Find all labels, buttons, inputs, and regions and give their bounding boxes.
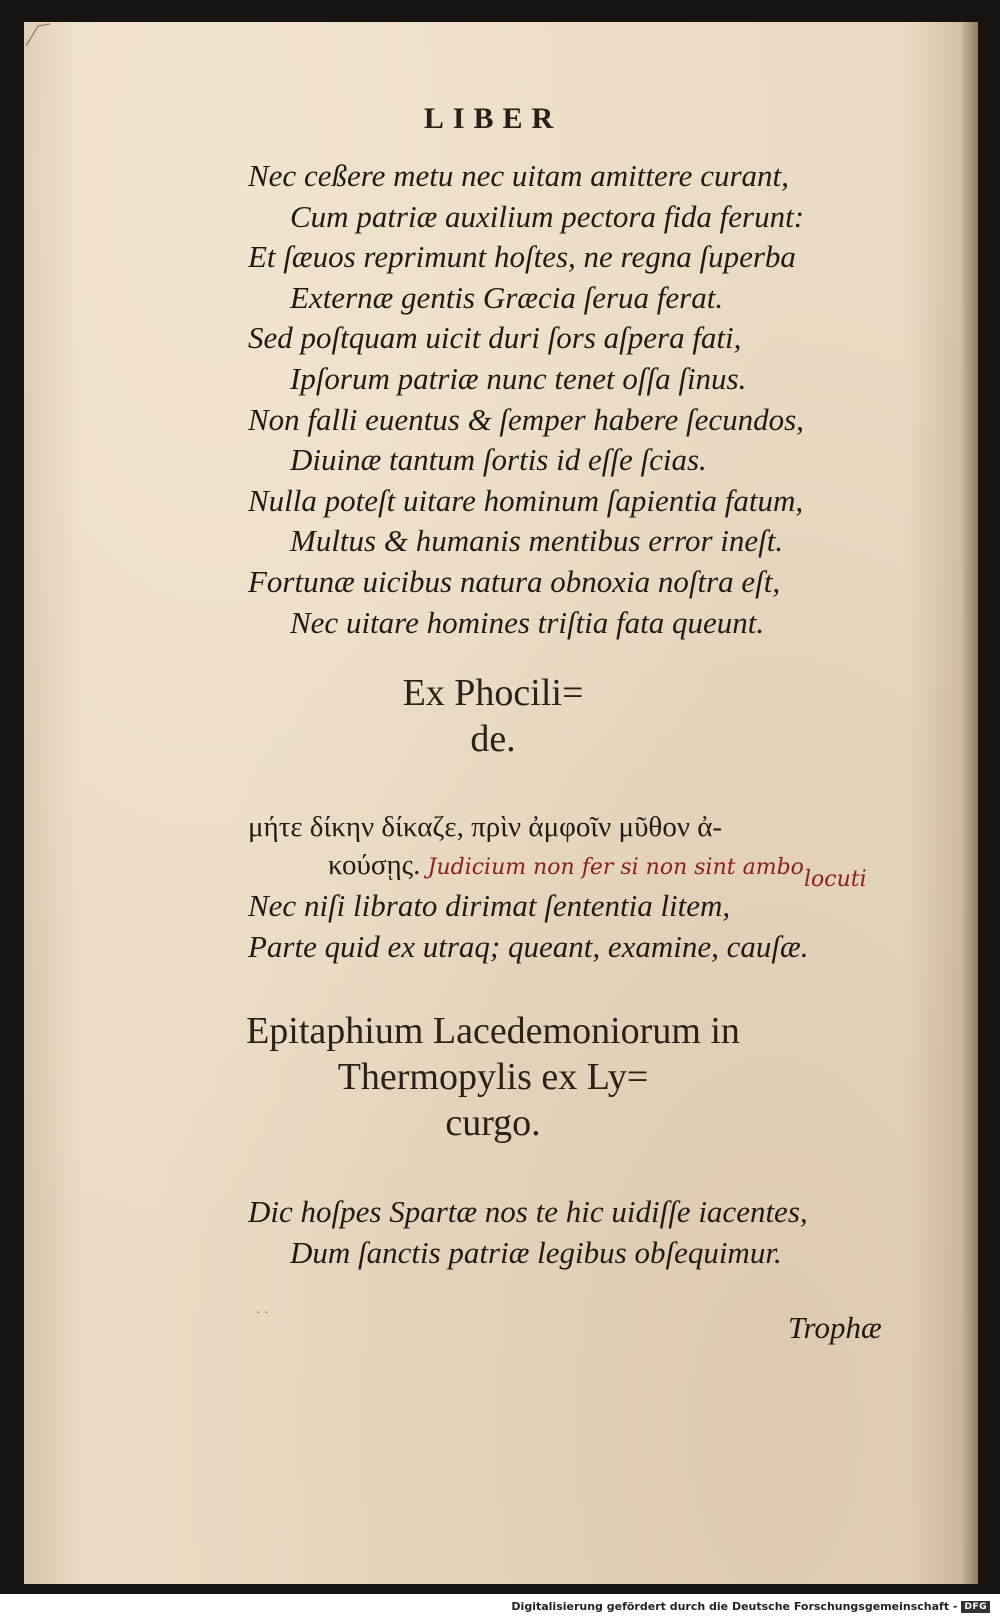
- verse-line: Nec uitare homines triſtia fata queunt.: [290, 604, 765, 640]
- verse-block-phocylides: [248, 886, 938, 967]
- heading-line: Thermopylis ex Ly=: [337, 1056, 649, 1098]
- heading-line: Epitaphium Lacedemoniorum in: [246, 1010, 740, 1052]
- verse-line: Externæ gentis Græcia ſerua ferat.: [290, 279, 724, 315]
- verse-block-main: [248, 156, 938, 643]
- verse-line: Sed poſtquam uicit duri ſors aſpera fati,: [248, 320, 742, 356]
- verse-line: Fortunæ uicibus natura obnoxia noſtra eſt,: [248, 563, 781, 599]
- book-page: [24, 22, 962, 1584]
- greek-line: κούσῃς.: [328, 849, 421, 881]
- heading-line: curgo.: [445, 1102, 541, 1144]
- verse-line: Cum patriæ auxilium pectora fida ferunt:: [290, 198, 805, 234]
- section-heading-phocylides: [24, 670, 962, 762]
- heading-line: de.: [470, 718, 516, 760]
- verse-line: Nulla poteſt uitare hominum ſapientia fatum,: [248, 482, 804, 518]
- verse-line: Diuinæ tantum ſortis id eſſe ſcias.: [290, 442, 707, 478]
- digitization-credit: [511, 1600, 990, 1613]
- verse-line: Non falli euentus & ſemper habere ſecundos,: [248, 401, 804, 437]
- running-header: LIBER: [423, 102, 563, 135]
- verse-line: Multus & humanis mentibus error ineſt.: [290, 523, 784, 559]
- catchword: Trophæ: [788, 1310, 882, 1345]
- page-corner-mark: [24, 22, 52, 50]
- ink-specks: · ·: [256, 1306, 269, 1321]
- verse-line: Nec niſi librato dirimat ſententia litem,: [248, 888, 731, 923]
- manuscript-annotation: Judicium non fer si non sint ambo: [427, 855, 804, 880]
- heading-line: Ex Phocili=: [402, 672, 584, 714]
- section-heading-epitaph: [24, 1008, 962, 1146]
- verse-line: Dic hoſpes Spartæ nos te hic uidiſſe iacentes,: [248, 1194, 808, 1229]
- verse-line: Parte quid ex utraq; queant, examine, cauſæ.: [248, 928, 809, 964]
- verse-line: Et ſæuos reprimunt hoſtes, ne regna ſuperba: [248, 239, 796, 275]
- verse-block-epitaph: [248, 1192, 938, 1273]
- verse-line: Ipſorum patriæ nunc tenet oſſa ſinus.: [290, 360, 747, 396]
- verse-line: Nec ceßere metu nec uitam amittere curant,: [248, 158, 789, 193]
- greek-line: μήτε δίκην δίκαζε, πρὶν ἀμφοῖν μῦθον ἀ‐: [248, 811, 723, 843]
- page-edge: [962, 22, 978, 1584]
- dfg-logo: DFG: [961, 1601, 990, 1613]
- verse-line: Dum ſanctis patriæ legibus obſequimur.: [290, 1234, 782, 1270]
- manuscript-annotation-continued: locuti: [804, 867, 867, 892]
- credit-text: Digitalisierung gefördert durch die Deutsche Forschungsgemeinschaft -: [511, 1600, 958, 1613]
